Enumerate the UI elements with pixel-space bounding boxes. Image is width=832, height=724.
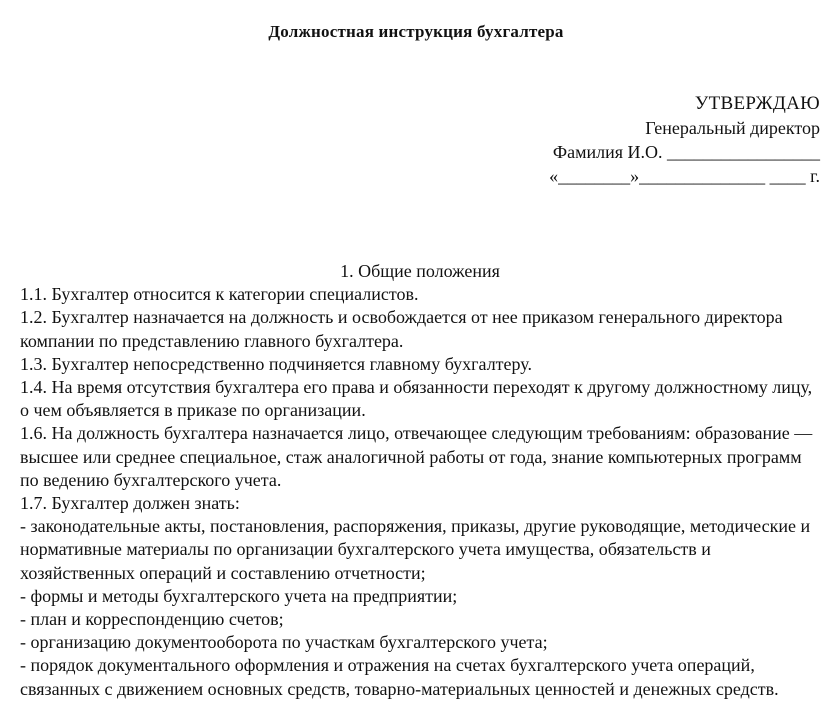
paragraph-1-4: 1.4. На время отсутствия бухгалтера его права и обязанности переходят к другому должностному лицу, о чем объявляется в приказе по организации. [20, 377, 813, 421]
list-item-documentation-procedure: - порядок документального оформления и отражения на счетах бухгалтерского учета операций, связанных с движением основных средств, товарно-материальных ценностей и денежных средств. [20, 655, 779, 699]
approver-position: Генеральный директор [645, 118, 820, 138]
list-item-document-flow: - организацию документооборота по участкам бухгалтерского учета; [20, 632, 548, 653]
paragraph-1-7: 1.7. Бухгалтер должен знать: [20, 493, 240, 514]
list-item-forms-methods: - формы и методы бухгалтерского учета на предприятии; [20, 585, 458, 606]
list-item-chart-of-accounts: - план и корреспонденцию счетов; [20, 609, 284, 630]
paragraph-1-6: 1.6. На должность бухгалтера назначается лицо, отвечающее следующим требованиям: образование — высшее или среднее специальное, стаж аналогичной работы от года, знание компьютерных программ по ведению бухгалтерского учета. [20, 423, 813, 490]
approval-heading: УТВЕРЖДАЮ [694, 93, 820, 114]
approval-date-line: «________»______________ ____ г. [549, 166, 820, 186]
paragraph-1-1: 1.1. Бухгалтер относится к категории специалистов. [20, 284, 419, 305]
approval-block [549, 92, 820, 188]
paragraph-1-2: 1.2. Бухгалтер назначается на должность и освобождается от нее приказом генерального директора компании по представлению главного бухгалтера. [20, 307, 783, 351]
paragraph-1-3: 1.3. Бухгалтер непосредственно подчиняется главному бухгалтеру. [20, 353, 532, 374]
section-general-provisions [20, 260, 820, 701]
document-title: Должностная инструкция бухгалтера [268, 22, 564, 41]
approver-name-line: Фамилия И.О. _________________ [552, 142, 820, 162]
section-heading: 1. Общие положения [340, 261, 500, 281]
list-item-legislation: - законодательные акты, постановления, распоряжения, приказы, другие руководящие, методические и нормативные материалы по организации бухгалтерского учета имущества, обязательств и хозяйственных операций и составлению отчетности; [20, 516, 811, 583]
